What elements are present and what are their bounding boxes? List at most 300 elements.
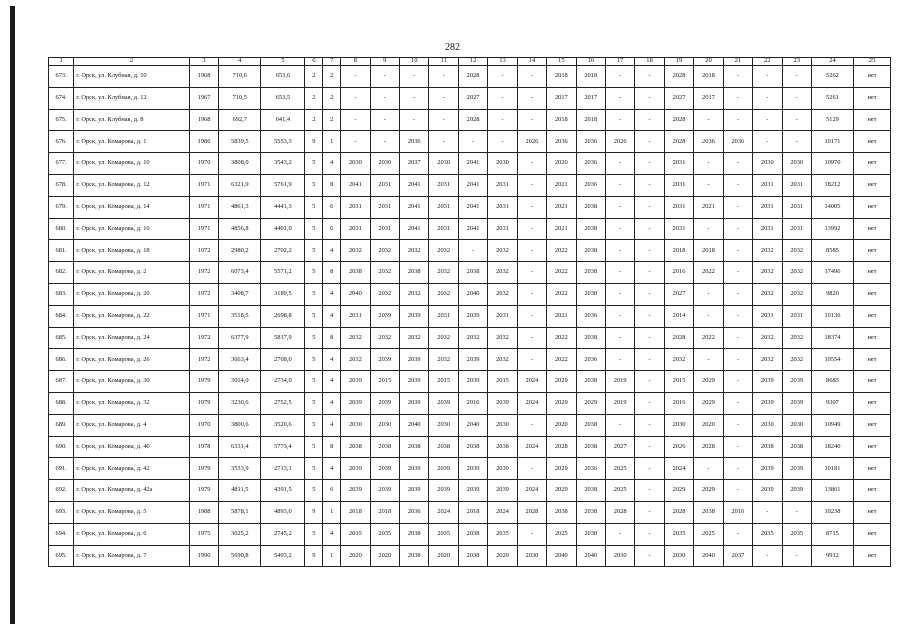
table-row	[49, 109, 891, 131]
table-cell: 1968	[189, 109, 218, 131]
table-cell: 2	[305, 66, 323, 88]
table-cell: 4	[323, 414, 341, 436]
table-cell: 2039	[370, 458, 399, 480]
address-cell: г. Орск, ул. Комарова, д. 4	[74, 414, 190, 436]
table-cell: 4861,3	[219, 196, 261, 218]
table-cell: -	[605, 66, 634, 88]
address-cell: г. Орск, ул. Комарова, д. 24	[74, 327, 190, 349]
table-cell: -	[635, 87, 664, 109]
table-cell: 8585	[811, 240, 853, 262]
table-cell: 1979	[189, 392, 218, 414]
table-cell: 3025,2	[219, 523, 261, 545]
table-cell: -	[605, 196, 634, 218]
table-cell: 2035	[429, 523, 458, 545]
table-cell: нет	[853, 414, 890, 436]
table-cell: 2028	[517, 501, 546, 523]
table-cell: 5	[305, 436, 323, 458]
table-cell: 2018	[341, 501, 370, 523]
table-cell: 2038	[429, 436, 458, 458]
table-cell: 2020	[370, 545, 399, 567]
table-cell: 6377,9	[219, 327, 261, 349]
table-cell: 2030	[341, 153, 370, 175]
table-cell: 2021	[694, 196, 723, 218]
table-cell: 2017	[576, 87, 605, 109]
table-cell: -	[694, 218, 723, 240]
column-number-22: 22	[753, 58, 782, 66]
table-cell: -	[635, 371, 664, 393]
table-cell: 2028	[458, 109, 487, 131]
table-cell: 2032	[753, 327, 782, 349]
table-cell: -	[517, 414, 546, 436]
table-cell: 5	[305, 153, 323, 175]
table-cell: 2039	[782, 392, 811, 414]
table-cell: 2016	[664, 262, 693, 284]
column-number-9: 9	[370, 58, 399, 66]
table-cell: 2031	[429, 196, 458, 218]
table-cell: 2025	[694, 523, 723, 545]
table-cell: 2028	[605, 501, 634, 523]
column-number-25: 25	[853, 58, 890, 66]
table-cell: -	[635, 523, 664, 545]
table-cell: 2030	[429, 153, 458, 175]
table-cell: 2036	[576, 174, 605, 196]
table-cell: -	[723, 153, 752, 175]
table-cell: 2018	[458, 501, 487, 523]
table-cell: 10970	[811, 153, 853, 175]
column-number-12: 12	[458, 58, 487, 66]
table-cell: 2031	[370, 218, 399, 240]
table-cell: 2028	[664, 501, 693, 523]
table-cell: 2024	[517, 436, 546, 458]
table-cell: 1970	[189, 153, 218, 175]
table-row	[49, 414, 891, 436]
table-cell: -	[723, 87, 752, 109]
table-cell: 9	[305, 131, 323, 153]
table-cell: 2018	[664, 240, 693, 262]
table-cell: 2030	[370, 153, 399, 175]
address-cell: г. Орск, ул. Комарова, д. 30	[74, 371, 190, 393]
table-cell: 693.	[49, 501, 74, 523]
column-number-20: 20	[694, 58, 723, 66]
table-cell: 2029	[694, 371, 723, 393]
table-cell: 2039	[429, 392, 458, 414]
table-cell: 2022	[694, 262, 723, 284]
table-cell: -	[517, 174, 546, 196]
table-cell: 1975	[189, 523, 218, 545]
address-cell: г. Орск, ул. Комарова, д. 16	[74, 218, 190, 240]
table-cell: 2024	[664, 458, 693, 480]
table-cell: 2036	[576, 349, 605, 371]
address-cell: г. Орск, ул. Комарова, д. 1	[74, 131, 190, 153]
table-cell: 13861	[811, 480, 853, 502]
table-cell: 2029	[547, 458, 576, 480]
table-cell: -	[488, 131, 517, 153]
table-cell: -	[605, 218, 634, 240]
table-cell: 2016	[723, 501, 752, 523]
table-cell: 2040	[341, 283, 370, 305]
table-cell: 1972	[189, 327, 218, 349]
table-row	[49, 458, 891, 480]
table-cell: 2025	[547, 523, 576, 545]
table-cell: 2041	[400, 218, 429, 240]
table-cell: -	[341, 131, 370, 153]
table-cell: 679.	[49, 196, 74, 218]
table-cell: 5817,9	[261, 327, 305, 349]
table-cell: 2038	[458, 523, 487, 545]
table-cell: -	[723, 305, 752, 327]
table-cell: 2032	[458, 327, 487, 349]
table-cell: 5	[305, 523, 323, 545]
table-cell: 2038	[782, 436, 811, 458]
table-cell: 3543,2	[261, 153, 305, 175]
table-cell: -	[605, 327, 634, 349]
table-cell: 2025	[605, 458, 634, 480]
table-cell: 2018	[694, 240, 723, 262]
table-cell: -	[341, 87, 370, 109]
table-cell: 2027	[664, 87, 693, 109]
table-cell: 2024	[517, 392, 546, 414]
table-cell: 2032	[400, 240, 429, 262]
table-cell: 1979	[189, 458, 218, 480]
table-cell: нет	[853, 458, 890, 480]
table-cell: 2026	[605, 131, 634, 153]
table-cell: -	[370, 131, 399, 153]
table-cell: 2035	[664, 523, 693, 545]
table-cell: 2032	[753, 283, 782, 305]
table-cell: 2030	[782, 153, 811, 175]
table-cell: 2028	[664, 109, 693, 131]
table-cell: -	[782, 87, 811, 109]
column-number-17: 17	[605, 58, 634, 66]
table-cell: 1972	[189, 240, 218, 262]
table-cell: 1	[323, 131, 341, 153]
table-cell: 5	[305, 371, 323, 393]
table-cell: 2040	[458, 283, 487, 305]
table-cell: 2031	[488, 218, 517, 240]
table-cell: 676.	[49, 131, 74, 153]
table-cell: 2039	[400, 392, 429, 414]
table-cell: 2041	[458, 174, 487, 196]
table-cell: 2039	[429, 480, 458, 502]
table-cell: 2980,2	[219, 240, 261, 262]
table-cell: -	[517, 283, 546, 305]
column-number-5: 5	[261, 58, 305, 66]
table-cell: -	[635, 262, 664, 284]
table-cell: 2022	[547, 327, 576, 349]
table-row	[49, 174, 891, 196]
table-cell: 2032	[488, 283, 517, 305]
table-cell: 2038	[488, 436, 517, 458]
table-cell: 2030	[488, 153, 517, 175]
table-cell: 2032	[370, 262, 399, 284]
table-cell: -	[723, 349, 752, 371]
table-cell: 5	[305, 305, 323, 327]
table-cell: 2018	[576, 109, 605, 131]
table-cell: 2030	[753, 153, 782, 175]
table-cell: 2031	[370, 174, 399, 196]
table-cell: -	[429, 109, 458, 131]
table-row	[49, 218, 891, 240]
table-cell: -	[723, 218, 752, 240]
table-cell: 5761,9	[261, 174, 305, 196]
table-cell: -	[694, 283, 723, 305]
table-cell: -	[723, 371, 752, 393]
address-cell: г. Орск, ул. Комарова, д. 18	[74, 240, 190, 262]
table-cell: 2038	[694, 501, 723, 523]
table-cell: 2019	[605, 392, 634, 414]
address-cell: г. Орск, ул. Комарова, д. 42	[74, 458, 190, 480]
table-cell: 2032	[370, 283, 399, 305]
table-cell: 2039	[458, 305, 487, 327]
table-cell: -	[370, 66, 399, 88]
table-cell: 1967	[189, 87, 218, 109]
table-cell: -	[635, 480, 664, 502]
table-row	[49, 87, 891, 109]
table-cell: 2037	[400, 153, 429, 175]
table-cell: 695.	[49, 545, 74, 567]
table-cell: 2039	[341, 371, 370, 393]
table-cell: 17496	[811, 262, 853, 284]
table-cell: 2031	[341, 196, 370, 218]
table-cell: 2035	[753, 523, 782, 545]
table-cell: 1971	[189, 218, 218, 240]
table-cell: 2029	[694, 392, 723, 414]
table-row	[49, 153, 891, 175]
table-cell: 675.	[49, 109, 74, 131]
table-cell: 13992	[811, 218, 853, 240]
table-cell: 2015	[370, 371, 399, 393]
address-cell: г. Орск, ул. Комарова, д. 20	[74, 283, 190, 305]
table-cell: 4	[323, 305, 341, 327]
table-cell: 2038	[370, 436, 399, 458]
table-cell: 1986	[189, 131, 218, 153]
table-cell: -	[635, 349, 664, 371]
table-cell: 2032	[429, 283, 458, 305]
table-cell: 689.	[49, 414, 74, 436]
table-cell: -	[723, 262, 752, 284]
page-number: 282	[445, 42, 460, 53]
table-cell: 8	[323, 327, 341, 349]
table-cell: -	[488, 87, 517, 109]
table-cell: -	[723, 480, 752, 502]
table-cell: 2016	[458, 392, 487, 414]
table-cell: 2032	[782, 262, 811, 284]
table-cell: -	[400, 66, 429, 88]
table-cell: -	[517, 109, 546, 131]
table-cell: 2040	[694, 545, 723, 567]
table-cell: 681.	[49, 240, 74, 262]
table-cell: 2702,2	[261, 240, 305, 262]
table-cell: -	[517, 523, 546, 545]
table-cell: -	[635, 392, 664, 414]
table-cell: -	[782, 131, 811, 153]
table-cell: -	[605, 109, 634, 131]
table-cell: 18240	[811, 436, 853, 458]
table-row	[49, 240, 891, 262]
table-cell: -	[605, 240, 634, 262]
column-number-24: 24	[811, 58, 853, 66]
table-cell: 2015	[488, 371, 517, 393]
table-cell: 2031	[782, 305, 811, 327]
table-cell: 2032	[664, 349, 693, 371]
table-cell: 2040	[458, 414, 487, 436]
table-cell: 2032	[429, 240, 458, 262]
table-cell: 2041	[400, 174, 429, 196]
table-cell: 1979	[189, 371, 218, 393]
table-cell: 18212	[811, 174, 853, 196]
table-cell: 2020	[341, 545, 370, 567]
table-cell: -	[370, 109, 399, 131]
table-cell: 3533,9	[219, 458, 261, 480]
table-cell: 641,4	[261, 109, 305, 131]
table-cell: -	[605, 87, 634, 109]
table-cell: 2039	[458, 458, 487, 480]
table-cell: 686.	[49, 349, 74, 371]
table-cell: 2038	[400, 436, 429, 458]
table-cell: 2038	[341, 436, 370, 458]
column-number-19: 19	[664, 58, 693, 66]
table-row	[49, 480, 891, 502]
table-cell: 2037	[723, 545, 752, 567]
table-cell: -	[723, 196, 752, 218]
table-cell: 2018	[694, 66, 723, 88]
address-cell: г. Орск, ул. Комарова, д. 10	[74, 153, 190, 175]
table-cell: 4856,8	[219, 218, 261, 240]
table-cell: 2745,2	[261, 523, 305, 545]
table-cell: 5	[305, 349, 323, 371]
table-cell: 2039	[782, 371, 811, 393]
table-cell: 2020	[547, 153, 576, 175]
table-cell: 2021	[547, 218, 576, 240]
table-cell: 1968	[189, 66, 218, 88]
table-cell: нет	[853, 349, 890, 371]
housing-register-table	[48, 57, 891, 567]
table-cell: 2734,0	[261, 371, 305, 393]
table-cell: -	[341, 109, 370, 131]
table-cell: 4	[323, 240, 341, 262]
table-cell: -	[782, 109, 811, 131]
table-cell: 1972	[189, 349, 218, 371]
table-cell: 2041	[341, 174, 370, 196]
table-cell: -	[723, 240, 752, 262]
address-cell: г. Орск, ул. Комарова, д. 5	[74, 501, 190, 523]
table-cell: 2018	[547, 109, 576, 131]
table-cell: нет	[853, 501, 890, 523]
table-cell: 2038	[576, 327, 605, 349]
table-cell: 2031	[753, 218, 782, 240]
table-cell: -	[517, 458, 546, 480]
table-cell: 2031	[429, 305, 458, 327]
table-cell: 2036	[723, 131, 752, 153]
address-cell: г. Орск, ул. Комарова, д. 26	[74, 349, 190, 371]
table-row	[49, 283, 891, 305]
table-cell: 2038	[458, 436, 487, 458]
table-cell: 1979	[189, 480, 218, 502]
table-cell: 2031	[341, 305, 370, 327]
table-cell: 2024	[517, 480, 546, 502]
address-cell: г. Орск, ул. Комарова, д. 32	[74, 392, 190, 414]
table-cell: 2027	[664, 283, 693, 305]
address-cell: г. Орск, ул. Клубная, д. 8	[74, 109, 190, 131]
table-cell: 8683	[811, 371, 853, 393]
table-cell: 2032	[370, 240, 399, 262]
column-number-2: 2	[74, 58, 190, 66]
table-cell: 8	[323, 436, 341, 458]
table-cell: 2039	[782, 458, 811, 480]
table-cell: -	[694, 349, 723, 371]
table-cell: 2036	[576, 131, 605, 153]
table-cell: 5690,8	[219, 545, 261, 567]
table-cell: 2030	[753, 414, 782, 436]
table-cell: 1990	[189, 545, 218, 567]
table-cell: -	[517, 305, 546, 327]
table-cell: 2032	[488, 240, 517, 262]
table-cell: 2038	[547, 501, 576, 523]
table-cell: нет	[853, 371, 890, 393]
table-cell: 2032	[753, 240, 782, 262]
table-cell: 3014,0	[219, 371, 261, 393]
table-cell: -	[723, 436, 752, 458]
table-row	[49, 392, 891, 414]
table-cell: 653,6	[261, 66, 305, 88]
table-cell: -	[723, 414, 752, 436]
table-cell: 8	[323, 174, 341, 196]
table-cell: 2036	[576, 458, 605, 480]
table-cell: 2038	[576, 218, 605, 240]
table-cell: -	[694, 174, 723, 196]
table-cell: 18374	[811, 327, 853, 349]
table-cell: нет	[853, 153, 890, 175]
table-cell: 2020	[547, 414, 576, 436]
address-cell: г. Орск, ул. Комарова, д. 14	[74, 196, 190, 218]
table-cell: 2031	[488, 196, 517, 218]
table-cell: 5261	[811, 87, 853, 109]
table-cell: 2039	[370, 392, 399, 414]
table-cell: 2040	[400, 414, 429, 436]
table-cell: 9820	[811, 283, 853, 305]
table-cell: 2713,1	[261, 458, 305, 480]
table-cell: 2038	[576, 480, 605, 502]
column-number-8: 8	[341, 58, 370, 66]
table-cell: 2038	[576, 501, 605, 523]
table-cell: -	[517, 153, 546, 175]
table-cell: -	[370, 87, 399, 109]
table-cell: 2030	[341, 414, 370, 436]
table-cell: 2018	[370, 501, 399, 523]
table-cell: 2031	[341, 218, 370, 240]
table-cell: 2038	[400, 545, 429, 567]
table-cell: 2028	[547, 436, 576, 458]
table-cell: нет	[853, 523, 890, 545]
table-cell: -	[458, 131, 487, 153]
table-cell: 2036	[694, 131, 723, 153]
table-cell: 3520,6	[261, 414, 305, 436]
table-cell: 653,5	[261, 87, 305, 109]
table-cell: -	[753, 109, 782, 131]
table-row	[49, 131, 891, 153]
table-cell: 2022	[547, 349, 576, 371]
table-cell: 6321,9	[219, 174, 261, 196]
table-cell: 9307	[811, 392, 853, 414]
table-cell: 2030	[517, 545, 546, 567]
table-cell: 2036	[547, 131, 576, 153]
table-cell: 2035	[370, 523, 399, 545]
table-cell: 2039	[370, 349, 399, 371]
address-cell: г. Орск, ул. Клубная, д. 12	[74, 87, 190, 109]
table-cell: 5	[305, 196, 323, 218]
table-cell: 2020	[694, 414, 723, 436]
table-cell: 9	[305, 545, 323, 567]
